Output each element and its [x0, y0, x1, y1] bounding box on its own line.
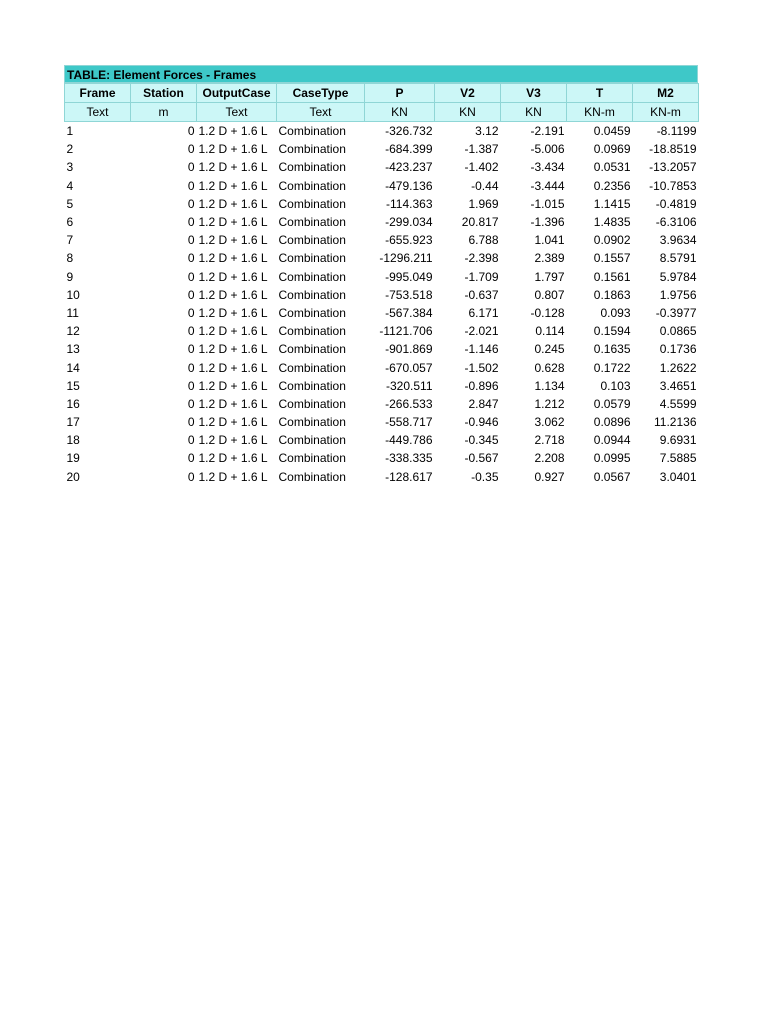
v3-cell: -5.006: [530, 142, 565, 157]
case-type-cell: Combination: [278, 251, 346, 266]
frame-cell: 6: [66, 215, 74, 230]
v2-cell: -2.021: [464, 324, 499, 339]
unit-header-v3: KN: [501, 103, 567, 122]
frame-cell: 3: [66, 160, 74, 175]
station-cell: 0: [187, 215, 195, 230]
case-type-cell: Combination: [278, 342, 346, 357]
m2-cell: 1.2622: [659, 360, 697, 375]
frame-cell: 15: [66, 378, 80, 393]
m2-cell: 7.5885: [659, 451, 697, 466]
p-cell: -567.384: [385, 305, 433, 320]
frame-cell: 1: [66, 124, 74, 139]
table-row: [65, 322, 699, 340]
case-type-cell: Combination: [278, 233, 346, 248]
output-case-cell: 1.2 D + 1.6 L: [198, 233, 268, 248]
frame-cell: 9: [66, 269, 74, 284]
station-cell: 0: [187, 415, 195, 430]
m2-cell: -8.1199: [656, 124, 697, 139]
table-row: [65, 177, 699, 195]
table-row: [65, 140, 699, 158]
station-cell: 0: [187, 378, 195, 393]
station-cell: 0: [187, 469, 195, 484]
v3-cell: -3.434: [530, 160, 565, 175]
m2-cell: 1.9756: [659, 287, 697, 302]
m2-cell: -18.8519: [649, 142, 697, 157]
case-type-cell: Combination: [278, 215, 346, 230]
m2-cell: 3.9634: [659, 233, 697, 248]
p-cell: -320.511: [386, 378, 433, 393]
v2-cell: 1.969: [468, 196, 499, 211]
frame-cell: 10: [66, 287, 80, 302]
t-cell: 0.1594: [593, 324, 631, 339]
table-row: [65, 431, 699, 449]
p-cell: -753.518: [385, 287, 433, 302]
output-case-cell: 1.2 D + 1.6 L: [198, 378, 268, 393]
v3-cell: 2.208: [534, 451, 565, 466]
column-header-p: P: [365, 84, 435, 103]
v3-cell: 1.134: [534, 378, 565, 393]
p-cell: -128.617: [385, 469, 433, 484]
output-case-cell: 1.2 D + 1.6 L: [198, 415, 268, 430]
station-cell: 0: [187, 342, 195, 357]
t-cell: 0.0969: [593, 142, 631, 157]
t-cell: 1.4835: [593, 215, 631, 230]
p-cell: -299.034: [385, 215, 433, 230]
unit-header-t: KN-m: [567, 103, 633, 122]
v2-cell: -1.709: [464, 269, 499, 284]
table-row: [65, 213, 699, 231]
table-row: [65, 449, 699, 467]
v2-cell: 6.171: [468, 305, 499, 320]
m2-cell: 3.4651: [659, 378, 697, 393]
frame-cell: 11: [66, 305, 79, 320]
t-cell: 0.0579: [593, 396, 631, 411]
t-cell: 0.0459: [593, 124, 631, 139]
frame-cell: 5: [66, 196, 74, 211]
frame-cell: 8: [66, 251, 74, 266]
frame-cell: 18: [66, 433, 80, 448]
station-cell: 0: [187, 251, 195, 266]
frame-cell: 19: [66, 451, 80, 466]
p-cell: -655.923: [385, 233, 433, 248]
station-cell: 0: [187, 305, 195, 320]
p-cell: -114.363: [386, 196, 433, 211]
unit-header-row: [65, 103, 699, 122]
column-header-outputcase: OutputCase: [197, 84, 277, 103]
v3-cell: 1.041: [534, 233, 565, 248]
v2-cell: -1.387: [464, 142, 499, 157]
output-case-cell: 1.2 D + 1.6 L: [198, 215, 268, 230]
case-type-cell: Combination: [278, 142, 346, 157]
m2-cell: -6.3106: [655, 215, 697, 230]
m2-cell: -0.3977: [655, 305, 697, 320]
table-row: [65, 377, 699, 395]
p-cell: -423.237: [385, 160, 433, 175]
t-cell: 0.0995: [593, 451, 631, 466]
station-cell: 0: [187, 160, 195, 175]
v2-cell: -1.146: [464, 342, 499, 357]
column-header-t: T: [567, 84, 633, 103]
t-cell: 0.0531: [593, 160, 631, 175]
case-type-cell: Combination: [278, 269, 346, 284]
m2-cell: 4.5599: [659, 396, 697, 411]
station-cell: 0: [187, 433, 195, 448]
column-header-frame: Frame: [65, 84, 131, 103]
p-cell: -558.717: [385, 415, 433, 430]
m2-cell: 11.2136: [654, 415, 697, 430]
v3-cell: 0.807: [534, 287, 565, 302]
table-title: TABLE: Element Forces - Frames: [64, 65, 698, 83]
column-header-station: Station: [131, 84, 197, 103]
case-type-cell: Combination: [278, 178, 346, 193]
output-case-cell: 1.2 D + 1.6 L: [198, 469, 268, 484]
unit-header-v2: KN: [435, 103, 501, 122]
t-cell: 0.093: [600, 305, 631, 320]
v3-cell: -1.015: [530, 196, 565, 211]
p-cell: -266.533: [385, 396, 433, 411]
v3-cell: 2.718: [534, 433, 565, 448]
table-row: [65, 340, 699, 358]
station-cell: 0: [187, 196, 195, 211]
station-cell: 0: [187, 360, 195, 375]
t-cell: 0.103: [600, 378, 631, 393]
output-case-cell: 1.2 D + 1.6 L: [198, 342, 268, 357]
frame-cell: 17: [66, 415, 80, 430]
frame-cell: 7: [66, 233, 74, 248]
t-cell: 0.1561: [593, 269, 631, 284]
unit-header-station: m: [131, 103, 197, 122]
m2-cell: 5.9784: [659, 269, 697, 284]
table-row: [65, 395, 699, 413]
unit-header-outputcase: Text: [197, 103, 277, 122]
t-cell: 0.1635: [593, 342, 631, 357]
v2-cell: 20.817: [461, 215, 499, 230]
m2-cell: -0.4819: [655, 196, 697, 211]
m2-cell: 9.6931: [659, 433, 697, 448]
table-row: [65, 268, 699, 286]
table-row: [65, 122, 699, 141]
m2-cell: 3.0401: [659, 469, 697, 484]
output-case-cell: 1.2 D + 1.6 L: [198, 178, 268, 193]
station-cell: 0: [187, 269, 195, 284]
m2-cell: -13.2057: [649, 160, 697, 175]
frame-cell: 4: [66, 178, 74, 193]
v3-cell: -2.191: [530, 124, 565, 139]
table-body: [65, 122, 699, 486]
output-case-cell: 1.2 D + 1.6 L: [198, 196, 268, 211]
case-type-cell: Combination: [278, 196, 346, 211]
table-row: [65, 286, 699, 304]
v3-cell: 0.628: [534, 360, 565, 375]
v3-cell: 1.797: [534, 269, 565, 284]
v2-cell: -0.896: [464, 378, 499, 393]
output-case-cell: 1.2 D + 1.6 L: [198, 324, 268, 339]
v2-cell: -0.44: [471, 178, 499, 193]
v3-cell: 0.245: [534, 342, 565, 357]
v2-cell: -1.402: [464, 160, 499, 175]
t-cell: 0.1863: [593, 287, 631, 302]
p-cell: -995.049: [385, 269, 433, 284]
output-case-cell: 1.2 D + 1.6 L: [198, 142, 268, 157]
station-cell: 0: [187, 451, 195, 466]
table-row: [65, 249, 699, 267]
case-type-cell: Combination: [278, 324, 346, 339]
p-cell: -338.335: [385, 451, 433, 466]
column-header-v3: V3: [501, 84, 567, 103]
p-cell: -479.136: [385, 178, 433, 193]
frame-cell: 2: [66, 142, 74, 157]
table-row: [65, 304, 699, 322]
case-type-cell: Combination: [278, 396, 346, 411]
station-cell: 0: [187, 124, 195, 139]
v3-cell: 3.062: [534, 415, 565, 430]
unit-header-casetype: Text: [277, 103, 365, 122]
p-cell: -1121.706: [379, 324, 433, 339]
output-case-cell: 1.2 D + 1.6 L: [198, 287, 268, 302]
p-cell: -670.057: [385, 360, 433, 375]
output-case-cell: 1.2 D + 1.6 L: [198, 360, 268, 375]
column-header-casetype: CaseType: [277, 84, 365, 103]
t-cell: 0.0567: [593, 469, 631, 484]
v2-cell: -1.502: [464, 360, 499, 375]
element-forces-sheet: [64, 65, 698, 486]
m2-cell: 0.0865: [659, 324, 697, 339]
p-cell: -326.732: [385, 124, 433, 139]
t-cell: 0.2356: [593, 178, 631, 193]
v3-cell: 1.212: [534, 396, 565, 411]
t-cell: 0.1557: [593, 251, 631, 266]
table-row: [65, 358, 699, 376]
station-cell: 0: [187, 324, 195, 339]
table-row: [65, 413, 699, 431]
v3-cell: 2.389: [534, 251, 565, 266]
frame-cell: 20: [66, 469, 80, 484]
v3-cell: -1.396: [530, 215, 565, 230]
case-type-cell: Combination: [278, 415, 346, 430]
output-case-cell: 1.2 D + 1.6 L: [198, 396, 268, 411]
case-type-cell: Combination: [278, 378, 346, 393]
output-case-cell: 1.2 D + 1.6 L: [198, 433, 268, 448]
case-type-cell: Combination: [278, 433, 346, 448]
v3-cell: 0.927: [534, 469, 565, 484]
output-case-cell: 1.2 D + 1.6 L: [198, 124, 268, 139]
station-cell: 0: [187, 142, 195, 157]
case-type-cell: Combination: [278, 305, 346, 320]
column-header-row: [65, 84, 699, 103]
column-header-v2: V2: [435, 84, 501, 103]
v3-cell: -0.128: [530, 305, 565, 320]
m2-cell: 0.1736: [659, 342, 697, 357]
column-header-m2: M2: [633, 84, 699, 103]
output-case-cell: 1.2 D + 1.6 L: [198, 305, 268, 320]
t-cell: 0.0944: [593, 433, 631, 448]
station-cell: 0: [187, 287, 195, 302]
frame-cell: 16: [66, 396, 80, 411]
frame-cell: 14: [66, 360, 80, 375]
output-case-cell: 1.2 D + 1.6 L: [198, 269, 268, 284]
v2-cell: -2.398: [464, 251, 499, 266]
frame-cell: 13: [66, 342, 80, 357]
t-cell: 0.1722: [593, 360, 631, 375]
v3-cell: -3.444: [530, 178, 565, 193]
t-cell: 0.0896: [593, 415, 631, 430]
case-type-cell: Combination: [278, 469, 346, 484]
station-cell: 0: [187, 396, 195, 411]
unit-header-p: KN: [365, 103, 435, 122]
v2-cell: -0.35: [471, 469, 499, 484]
unit-header-frame: Text: [65, 103, 131, 122]
v2-cell: -0.946: [464, 415, 499, 430]
output-case-cell: 1.2 D + 1.6 L: [198, 251, 268, 266]
p-cell: -1296.211: [379, 251, 433, 266]
case-type-cell: Combination: [278, 287, 346, 302]
v2-cell: 6.788: [468, 233, 499, 248]
element-forces-table: [64, 83, 699, 486]
table-row: [65, 468, 699, 486]
v2-cell: 3.12: [475, 124, 499, 139]
v3-cell: 0.114: [535, 324, 565, 339]
table-row: [65, 195, 699, 213]
t-cell: 0.0902: [593, 233, 631, 248]
case-type-cell: Combination: [278, 451, 346, 466]
v2-cell: -0.567: [464, 451, 499, 466]
unit-header-m2: KN-m: [633, 103, 699, 122]
table-row: [65, 231, 699, 249]
m2-cell: 8.5791: [659, 251, 697, 266]
frame-cell: 12: [66, 324, 80, 339]
p-cell: -449.786: [385, 433, 433, 448]
output-case-cell: 1.2 D + 1.6 L: [198, 451, 268, 466]
output-case-cell: 1.2 D + 1.6 L: [198, 160, 268, 175]
p-cell: -684.399: [385, 142, 433, 157]
p-cell: -901.869: [385, 342, 433, 357]
case-type-cell: Combination: [278, 160, 346, 175]
table-row: [65, 158, 699, 176]
v2-cell: -0.637: [464, 287, 499, 302]
v2-cell: 2.847: [468, 396, 499, 411]
case-type-cell: Combination: [278, 360, 346, 375]
station-cell: 0: [187, 233, 195, 248]
v2-cell: -0.345: [464, 433, 499, 448]
t-cell: 1.1415: [593, 196, 631, 211]
case-type-cell: Combination: [278, 124, 346, 139]
station-cell: 0: [187, 178, 195, 193]
m2-cell: -10.7853: [649, 178, 697, 193]
